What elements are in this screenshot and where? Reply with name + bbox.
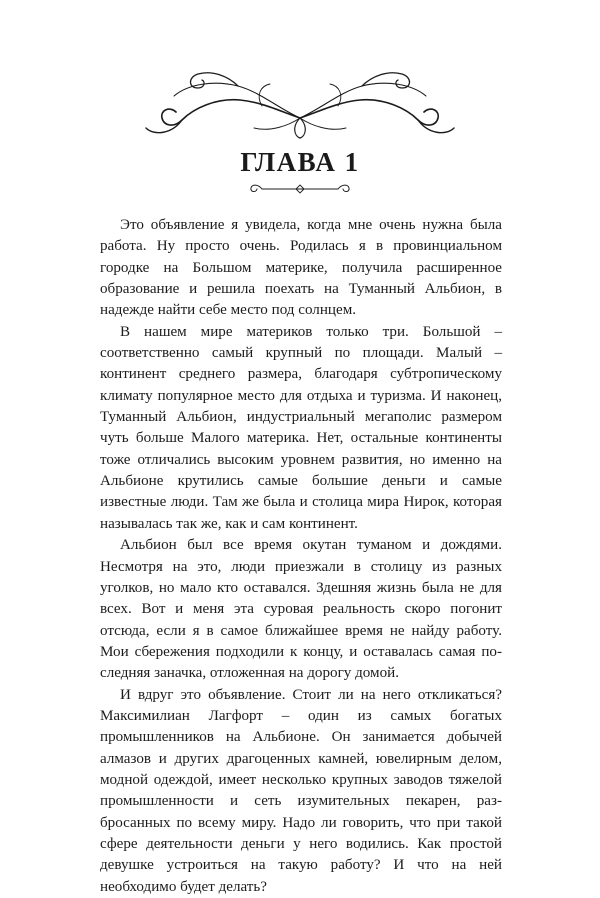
- divider-ornament-icon: [248, 183, 352, 195]
- paragraph: Это объявление я увидела, когда мне очень нужна была работа. Ну просто очень. Родилась я в провинциальном городке на Большом материке, получила расширенное образование и решила поехать на Туманный Альбион, в надежде найти себе место под солнцем.: [100, 217, 502, 319]
- paragraph: Альбион был все время окутан туманом и дождями. Несмотря на это, люди приезжали в столицу из разных уголков, но мало кто оставался. Здешняя жизнь была не для всех. Вот и меня эта суровая реальность скоро погонит отсюда, если я в самое ближайшее время не найду работу. Мои сбережения подходили к концу, и оставалась самая последняя заначка, отложенная на дорогу домой.: [100, 537, 502, 682]
- paragraph: В нашем мире материков только три. Большой – соответственно самый крупный по площади. Малый – континент среднего размера, благодаря субтропическому климату популярное место для отдыха и туризма. И наконец, Туманный Альбион, индустриальный мегаполис размером чуть больше Малого материка. Нет, остальные континенты тоже отличались высоким уровнем развития, но именно на Альбионе крутились самые большие деньги и самые известные люди. Там же была и столица мира Нирок, которая называлась так же, как и сам континент.: [100, 323, 502, 532]
- flourish-ornament-icon: [142, 62, 458, 142]
- chapter-body: [100, 215, 502, 898]
- chapter-title: ГЛАВА 1: [240, 147, 360, 177]
- paragraph: И вдруг это объявление. Стоит ли на него откликаться? Максимилиан Лагфорт – один из самых богатых промышленников на Альбионе. Он занимается добычей алмазов и других драгоценных камней, ювелирным делом, модной одеждой, имеет несколько крупных заводов тяжелой промышленности и сеть изумительных пекарен, разбросанных по всему миру. Надо ли говорить, что при такой сфере деятельности деньги у него водились. Как простой девушке устроиться на такую работу? И что на ней необходимо будет делать?: [100, 686, 502, 895]
